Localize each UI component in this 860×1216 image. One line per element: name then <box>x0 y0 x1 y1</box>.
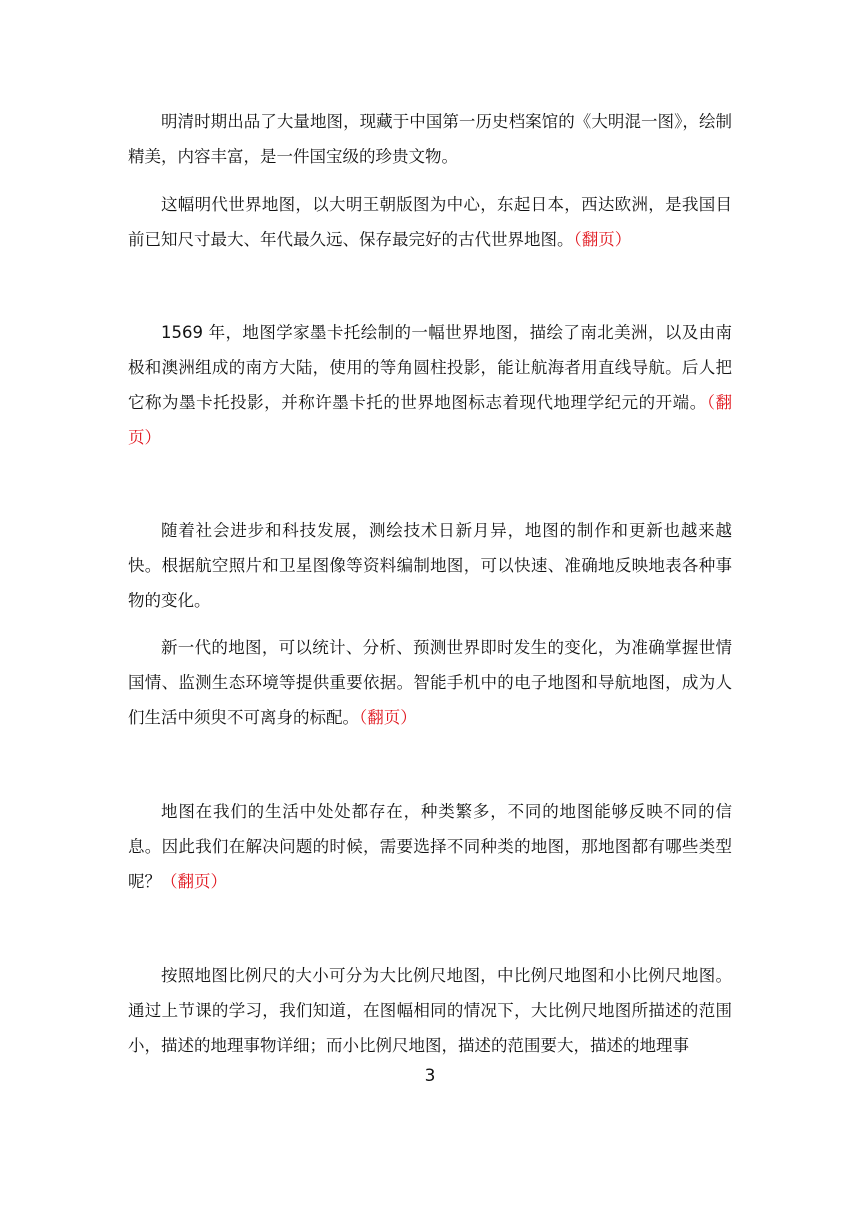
flip-page-marker: （翻页） <box>161 872 227 891</box>
paragraph-3 <box>128 315 732 455</box>
paragraph-text: 按照地图比例尺的大小可分为大比例尺地图，中比例尺地图和小比例尺地图。通过上节课的学习，我们知道，在图幅相同的情况下，大比例尺地图所描述的范围小，描述的地理事物详细；而小比例尺地图，描述的范围要大，描述的地理事 <box>128 966 732 1055</box>
paragraph-text: 新一代的地图，可以统计、分析、预测世界即时发生的变化，为准确掌握世情国情、监测生态环境等提供重要依据。智能手机中的电子地图和导航地图，成为人们生活中须臾不可离身的标配。 <box>128 638 732 727</box>
flip-page-marker: （翻页） <box>359 708 417 727</box>
paragraph-7 <box>128 958 732 1063</box>
paragraph-1 <box>128 104 732 174</box>
paragraph-6 <box>128 794 732 899</box>
paragraph-text: 1569 年，地图学家墨卡托绘制的一幅世界地图，描绘了南北美洲，以及由南极和澳洲组成的南方大陆，使用的等角圆柱投影，能让航海者用直线导航。后人把它称为墨卡托投影，并称许墨卡托的世界地图标志着现代地理学纪元的开端。 <box>128 323 732 412</box>
paragraph-2 <box>128 187 732 257</box>
paragraph-5 <box>128 630 732 735</box>
paragraph-text: 随着社会进步和科技发展，测绘技术日新月异，地图的制作和更新也越来越快。根据航空照片和卫星图像等资料编制地图，可以快速、准确地反映地表各种事物的变化。 <box>128 521 732 610</box>
flip-page-marker: （翻页） <box>128 393 733 447</box>
paragraph-text: 这幅明代世界地图，以大明王朝版图为中心，东起日本，西达欧洲，是我国目前已知尺寸最大、年代最久远、保存最完好的古代世界地图。 <box>128 195 732 249</box>
flip-page-marker: （翻页） <box>573 230 632 249</box>
page-number: 3 <box>424 1066 436 1086</box>
paragraph-text: 明清时期出品了大量地图，现藏于中国第一历史档案馆的《大明混一图》，绘制精美，内容丰富，是一件国宝级的珍贵文物。 <box>128 112 732 166</box>
paragraph-text: 地图在我们的生活中处处都存在，种类繁多，不同的地图能够反映不同的信息。因此我们在解决问题的时候，需要选择不同种类的地图，那地图都有哪些类型呢？ <box>128 802 732 891</box>
paragraph-4 <box>128 513 732 618</box>
